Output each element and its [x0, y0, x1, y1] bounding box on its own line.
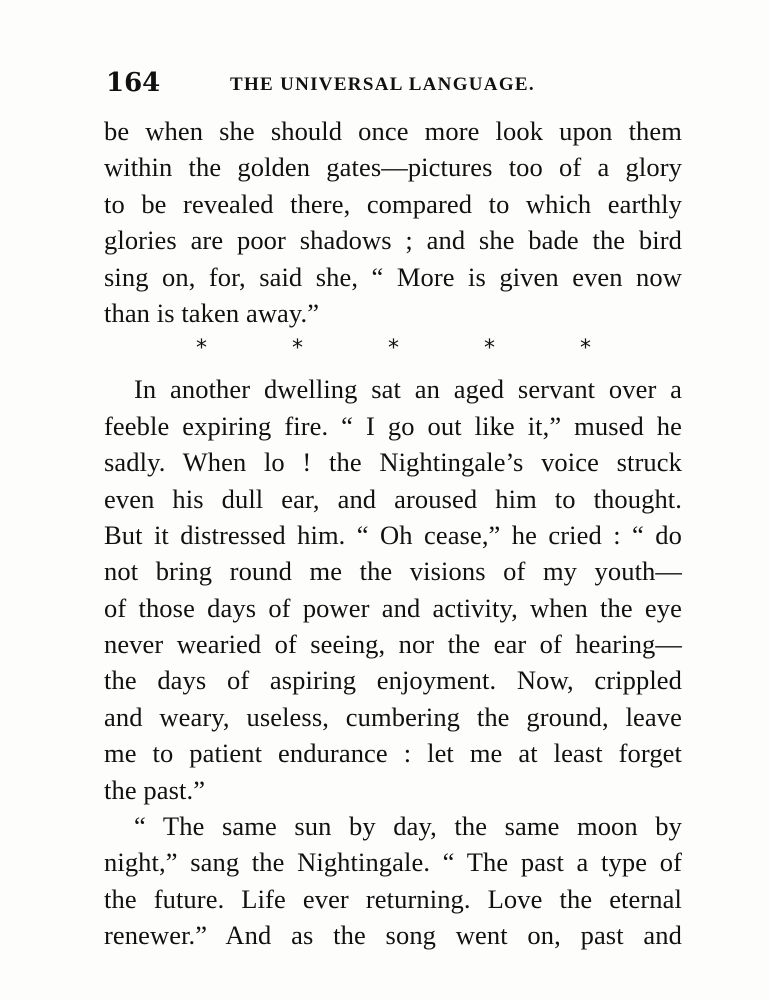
text-line: me to patient endurance : let me at least forget [104, 738, 682, 769]
separator-asterisk: * [580, 336, 592, 362]
text-line: to be revealed there, compared to which earthly [104, 188, 682, 219]
text-line: feeble expiring fire. “ I go out like it,” mused he [104, 410, 682, 441]
text-line: In another dwelling sat an aged servant over a [134, 374, 682, 405]
separator-asterisk: * [292, 336, 304, 362]
text-line: than is taken away.” [104, 297, 320, 328]
text-line: “ The same sun by day, the same moon by [134, 811, 682, 842]
paragraph-3 [104, 808, 682, 954]
text-line: the days of aspiring enjoyment. Now, crippled [104, 665, 682, 696]
text-line: not bring round me the visions of my youth— [104, 556, 682, 587]
text-line: within the golden gates—pictures too of a glory [104, 152, 682, 183]
text-line: of those days of power and activity, when the eye [104, 592, 682, 623]
separator-asterisk: * [196, 336, 208, 362]
text-line: renewer.” And as the song went on, past and [104, 920, 682, 951]
paragraph-1 [104, 113, 682, 331]
text-line: the past.” [104, 774, 206, 805]
text-line: be when she should once more look upon them [104, 116, 682, 146]
text-line: night,” sang the Nightingale. “ The past a type of [104, 847, 682, 878]
text-line: But it distressed him. “ Oh cease,” he cried : “ do [104, 519, 682, 550]
paragraph-2 [104, 371, 682, 808]
text-line: even his dull ear, and aroused him to thought. [104, 483, 682, 514]
text-line: glories are poor shadows ; and she bade the bird [104, 225, 682, 256]
running-head: THE UNIVERSAL LANGUAGE. [230, 74, 535, 95]
separator-asterisk: * [388, 336, 400, 362]
text-line: and weary, useless, cumbering the ground, leave [104, 701, 682, 732]
page-header [106, 68, 682, 108]
text-line: never wearied of seeing, nor the ear of hearing— [104, 629, 682, 660]
text-line: sadly. When lo ! the Nightingale’s voice struck [104, 447, 682, 478]
text-line: sing on, for, said she, “ More is given even now [104, 261, 682, 292]
body-text [104, 113, 682, 954]
section-separator [104, 331, 682, 367]
separator-asterisk: * [484, 336, 496, 362]
text-line: the future. Life ever returning. Love the eternal [104, 883, 682, 914]
page-number: 164 [106, 68, 161, 98]
